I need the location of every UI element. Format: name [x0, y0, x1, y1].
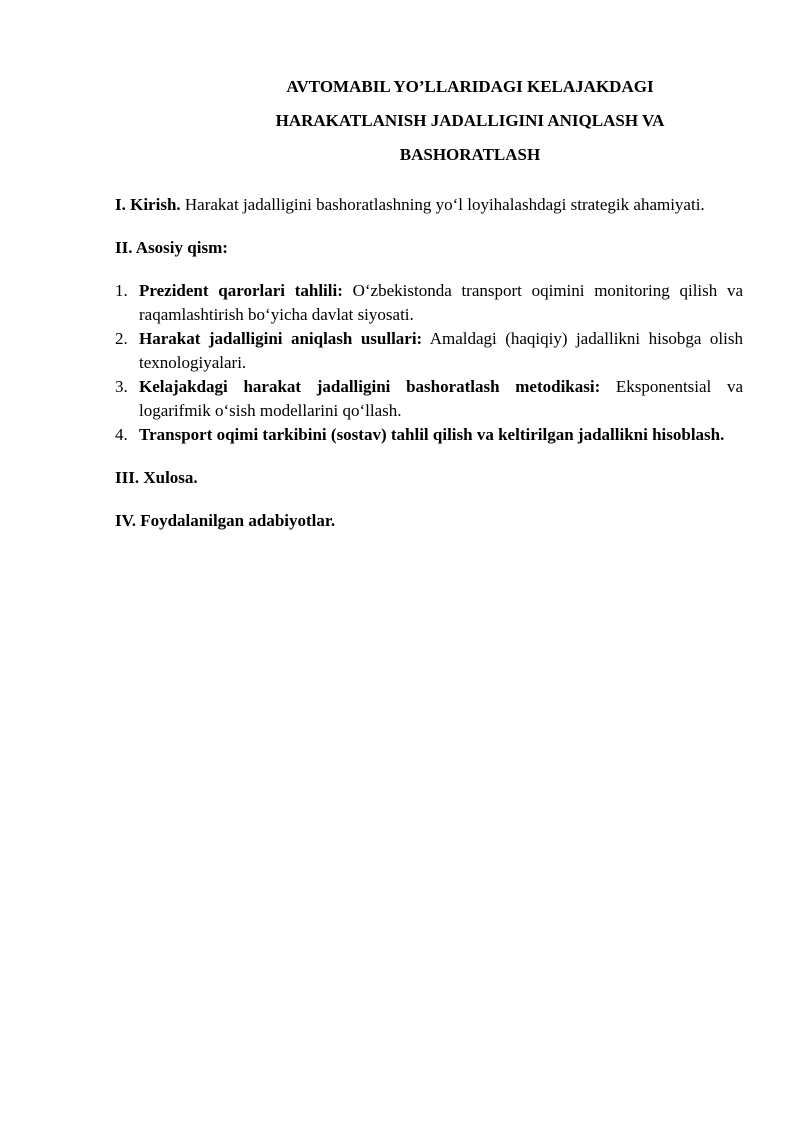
list-item-label: Kelajakdagi harakat jadalligini bashoratlash metodikasi:: [139, 377, 601, 396]
list-item-number: 4.: [115, 425, 128, 444]
intro-label: I. Kirish.: [115, 195, 181, 214]
list-item: [115, 279, 743, 327]
list-item: [115, 423, 743, 447]
intro-paragraph: [115, 193, 743, 217]
list-item-number: 2.: [115, 329, 128, 348]
list-item: [115, 327, 743, 375]
list-item: [115, 375, 743, 423]
list-item-text: Amaldagi (haqiqiy) jadallikni hisobga olish texnologiyalari.: [139, 329, 743, 372]
list-item-text: O‘zbekistonda transport oqimini monitoring qilish va raqamlashtirish bo‘yicha davlat siyosati.: [139, 281, 744, 324]
title-line-3: BASHORATLASH: [399, 145, 541, 164]
main-section-heading: II. Asosiy qism:: [115, 238, 228, 257]
title-line-1: AVTOMABIL YO’LLARIDAGI KELAJAKDAGI: [286, 77, 654, 96]
list-item-text: Eksponentsial va logarifmik o‘sish modellarini qo‘llash.: [139, 377, 743, 420]
list-item-number: 3.: [115, 377, 128, 396]
list-item-number: 1.: [115, 281, 128, 300]
title-line-2: HARAKATLANISH JADALLIGINI ANIQLASH VA: [275, 111, 665, 130]
list-item-label: Harakat jadalligini aniqlash usullari:: [139, 329, 423, 348]
list-item-label: Prezident qarorlari tahlili:: [139, 281, 343, 300]
conclusion-heading: III. Xulosa.: [115, 468, 198, 487]
list-item-label: Transport oqimi tarkibini (sostav) tahlil qilish va keltirilgan jadallikni hisoblash.: [139, 425, 725, 444]
main-section-list: [115, 279, 743, 447]
intro-text: Harakat jadalligini bashoratlashning yo‘l loyihalashdagi strategik ahamiyati.: [180, 195, 705, 214]
document-title: [160, 70, 780, 172]
references-heading: IV. Foydalanilgan adabiyotlar.: [115, 511, 336, 530]
document-body: [115, 193, 743, 552]
